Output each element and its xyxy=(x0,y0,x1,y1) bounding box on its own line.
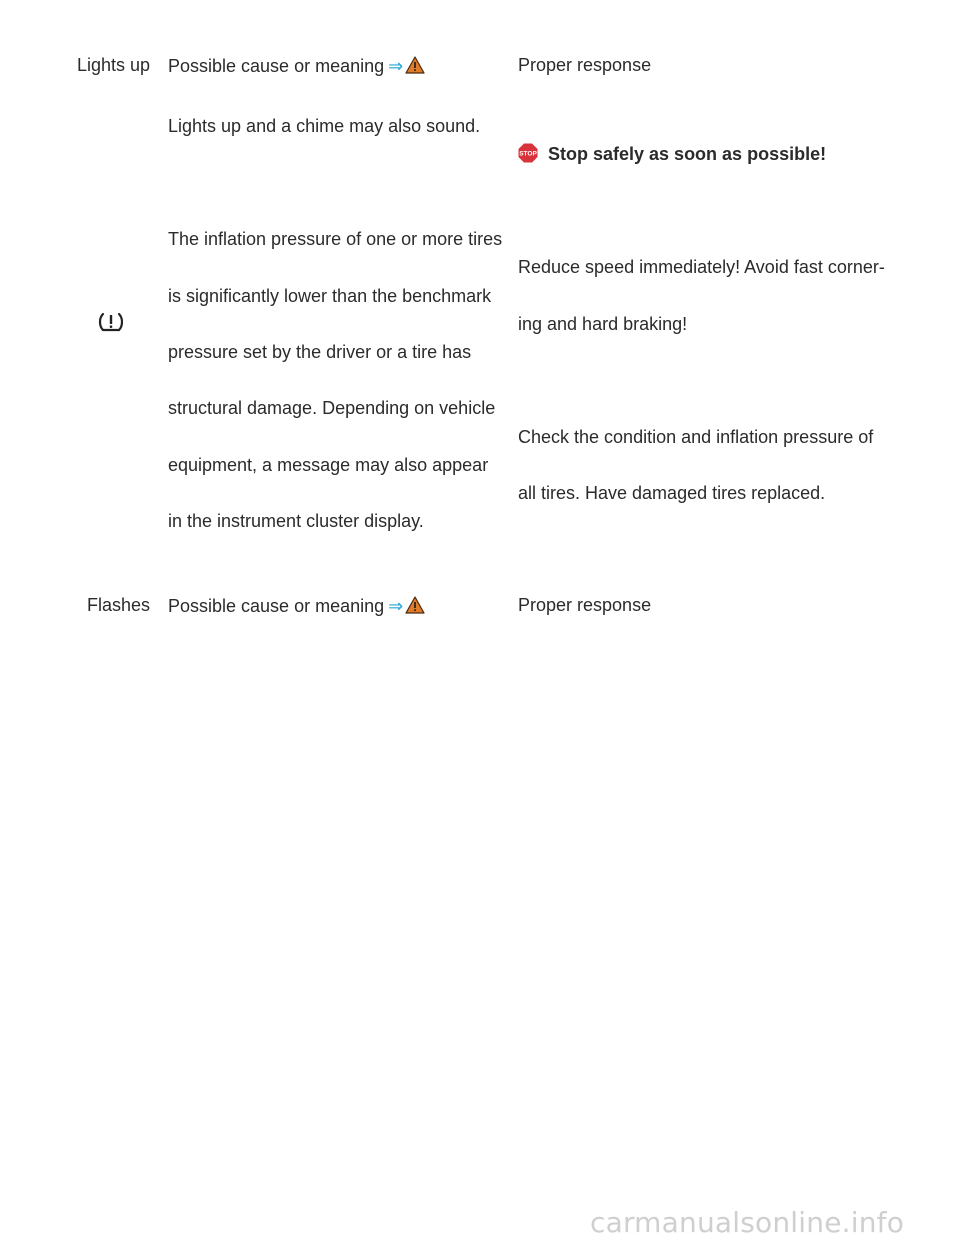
reference-arrow[interactable]: ⇒ xyxy=(388,56,404,76)
state-label-lights-up: Lights up xyxy=(76,55,150,75)
cause-line: equipment, a message may also appear xyxy=(168,455,489,475)
state-label-flashes: Flashes xyxy=(86,595,150,615)
stop-sign-icon xyxy=(518,143,538,163)
warning-triangle-icon xyxy=(405,596,425,614)
response-line: Check the condition and inflation pressure of xyxy=(518,427,874,447)
cause-line: is significantly lower than the benchmark xyxy=(168,286,492,306)
reference-arrow[interactable]: ⇒ xyxy=(388,596,404,616)
cause-line: structural damage. Depending on vehicle xyxy=(168,398,496,418)
cause-line: pressure set by the driver or a tire has xyxy=(168,342,472,362)
cause-line: in the instrument cluster display. xyxy=(168,511,424,531)
warning-triangle-icon xyxy=(405,56,425,74)
cause-header xyxy=(168,595,425,617)
cause-header-text: Possible cause or meaning xyxy=(168,596,385,616)
tire-pressure-icon xyxy=(98,312,124,334)
cause-header-text: Possible cause or meaning xyxy=(168,56,385,76)
cause-header xyxy=(168,55,425,77)
response-line: all tires. Have damaged tires replaced. xyxy=(518,483,826,503)
response-header: Proper response xyxy=(518,595,652,615)
cause-line: Lights up and a chime may also sound. xyxy=(168,116,481,136)
stop-instruction xyxy=(518,143,826,165)
cause-line: The inflation pressure of one or more tires xyxy=(168,229,503,249)
response-line: Reduce speed immediately! Avoid fast corner- xyxy=(518,257,885,277)
stop-sign-label: STOP xyxy=(519,150,537,158)
response-header: Proper response xyxy=(518,55,652,75)
stop-text: Stop safely as soon as possible! xyxy=(548,144,827,164)
site-watermark: carmanualsonline.info xyxy=(590,1206,905,1239)
response-line: ing and hard braking! xyxy=(518,314,688,334)
